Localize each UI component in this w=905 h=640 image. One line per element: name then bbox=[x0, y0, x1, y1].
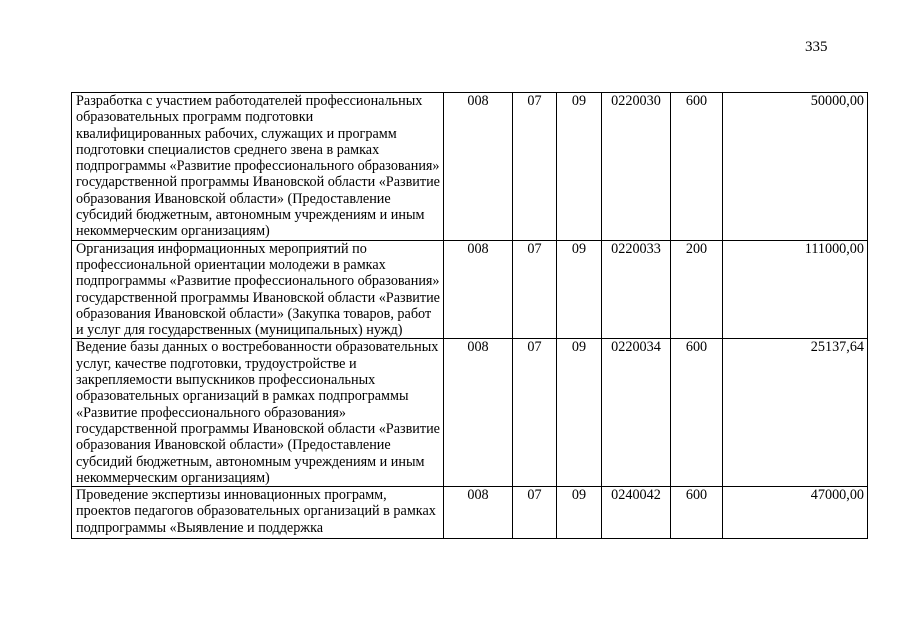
target-article-code: 0220034 bbox=[602, 339, 671, 487]
budget-table bbox=[71, 92, 868, 539]
section-code: 07 bbox=[513, 487, 557, 539]
section-code: 07 bbox=[513, 93, 557, 241]
table-row bbox=[72, 240, 868, 339]
table-row bbox=[72, 339, 868, 487]
row-description: Организация информационных мероприятий по профессиональной ориентации молодежи в рамках подпрограммы «Развитие профессионального образования» государственной программы Ивановской области «Развитие образования Ивановской области» (Закупка товаров, работ и услуг для государственных (муниципальных) нужд) bbox=[72, 240, 444, 339]
ministry-code: 008 bbox=[444, 339, 513, 487]
section-code: 07 bbox=[513, 240, 557, 339]
expense-type-code: 200 bbox=[671, 240, 723, 339]
row-description: Разработка с участием работодателей профессиональных образовательных программ подготовки квалифицированных рабочих, служащих и программ подготовки специалистов среднего звена в рамках подпрограммы «Развитие профессионального образования» государственной программы Ивановской области «Развитие образования Ивановской области» (Предоставление субсидий бюджетным, автономным учреждениям и иным некоммерческим организациям) bbox=[72, 93, 444, 241]
target-article-code: 0240042 bbox=[602, 487, 671, 539]
row-description-cell bbox=[72, 487, 444, 539]
table-row bbox=[72, 487, 868, 539]
expense-type-code: 600 bbox=[671, 487, 723, 539]
subsection-code: 09 bbox=[557, 240, 602, 339]
subsection-code: 09 bbox=[557, 339, 602, 487]
section-code: 07 bbox=[513, 339, 557, 487]
amount: 50000,00 bbox=[723, 93, 868, 241]
subsection-code: 09 bbox=[557, 93, 602, 241]
amount: 111000,00 bbox=[723, 240, 868, 339]
table-row bbox=[72, 93, 868, 241]
target-article-code: 0220030 bbox=[602, 93, 671, 241]
ministry-code: 008 bbox=[444, 93, 513, 241]
amount: 47000,00 bbox=[723, 487, 868, 539]
target-article-code: 0220033 bbox=[602, 240, 671, 339]
row-description: Ведение базы данных о востребованности образовательных услуг, качестве подготовки, трудоустройстве и закрепляемости выпускников профессиональных образовательных организаций в рамках подпрограммы «Развитие профессионального образования» государственной программы Ивановской области «Развитие образования Ивановской области» (Предоставление субсидий бюджетным, автономным учреждениям и иным некоммерческим организациям) bbox=[72, 339, 444, 487]
ministry-code: 008 bbox=[444, 487, 513, 539]
expense-type-code: 600 bbox=[671, 93, 723, 241]
subsection-code: 09 bbox=[557, 487, 602, 539]
expense-type-code: 600 bbox=[671, 339, 723, 487]
amount: 25137,64 bbox=[723, 339, 868, 487]
row-description: Проведение экспертизы инновационных программ, проектов педагогов образовательных организаций в рамках подпрограммы «Выявление и поддержка bbox=[76, 487, 436, 536]
page-number: 335 bbox=[805, 39, 828, 55]
ministry-code: 008 bbox=[444, 240, 513, 339]
